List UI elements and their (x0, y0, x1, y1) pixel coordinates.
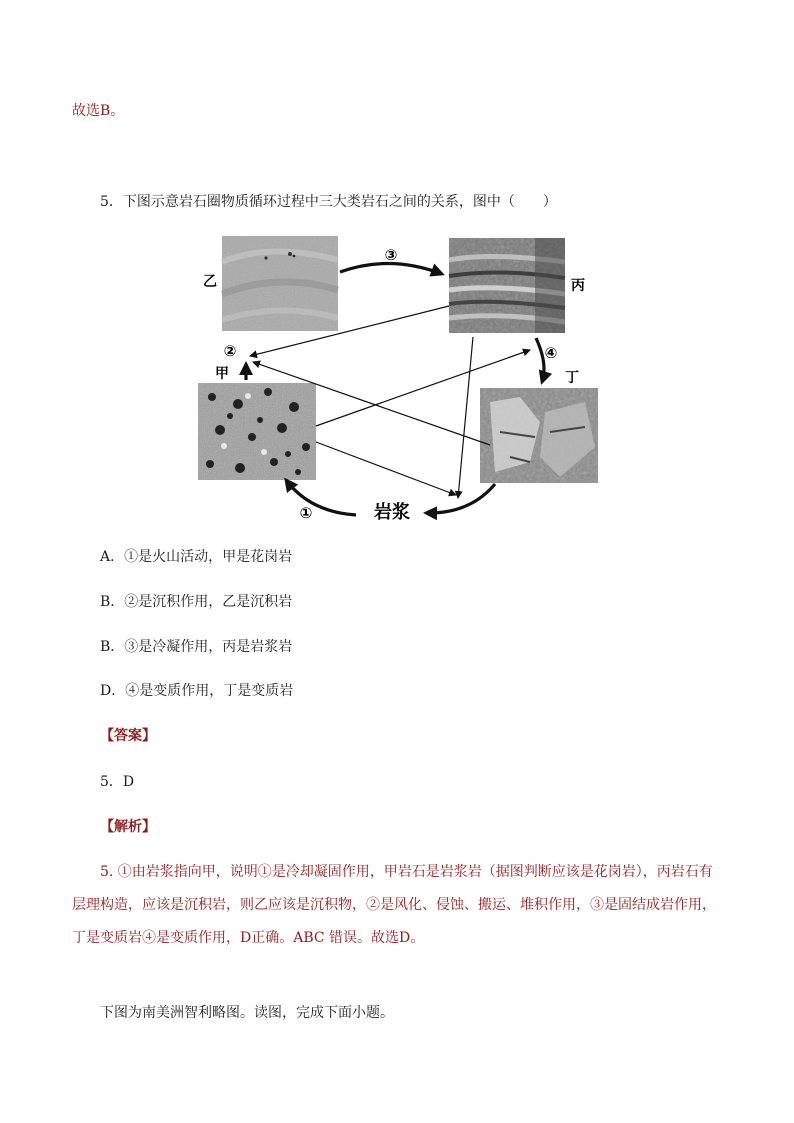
option-a: A．①是火山活动，甲是花岗岩 (100, 549, 293, 565)
arrow-number-4: ④ (544, 344, 558, 362)
label-jia: 甲 (215, 366, 229, 382)
rock-cycle-diagram (190, 232, 620, 532)
granite-photo-jia (198, 383, 316, 480)
analysis-line-2: 层理构造，应该是沉积岩，则乙应该是沉积物，②是风化、侵蚀、搬运、堆积作用，③是固结成岩作用， (72, 897, 716, 913)
option-d: D．④是变质作用，丁是变质岩 (100, 683, 294, 699)
analysis-line-3: 丁是变质岩④是变质作用，D正确。ABC 错误。故选D。 (72, 930, 425, 946)
label-magma: 岩浆 (374, 502, 410, 523)
option-c: B．③是冷凝作用，丙是岩浆岩 (100, 639, 293, 655)
option-b: B．②是沉积作用，乙是沉积岩 (100, 594, 293, 610)
metamorphic-photo-ding (480, 388, 598, 483)
layered-rock-photo-bing (449, 238, 565, 333)
analysis-heading: 【解析】 (100, 819, 156, 835)
next-question-intro: 下图为南美洲智利略图。读图，完成下面小题。 (100, 1005, 394, 1021)
arrow-number-2: ② (223, 342, 237, 360)
label-ding: 丁 (565, 370, 579, 386)
answer-value: 5．D (100, 774, 135, 790)
analysis-line-1: 5. ①由岩浆指向甲，说明①是冷却凝固作用，甲岩石是岩浆岩（据图判断应该是花岗岩），丙岩石有 (100, 864, 713, 880)
arrow-number-1: ① (299, 504, 313, 522)
label-bing: 丙 (571, 278, 585, 294)
sediment-photo-yi (222, 236, 338, 331)
arrow-number-3: ③ (384, 246, 398, 264)
prev-answer-tail: 故选B。 (72, 103, 125, 119)
question-stem: 5．下图示意岩石圈物质循环过程中三大类岩石之间的关系，图中（ ） (100, 194, 557, 210)
label-yi: 乙 (203, 274, 217, 290)
answer-heading: 【答案】 (100, 728, 156, 744)
